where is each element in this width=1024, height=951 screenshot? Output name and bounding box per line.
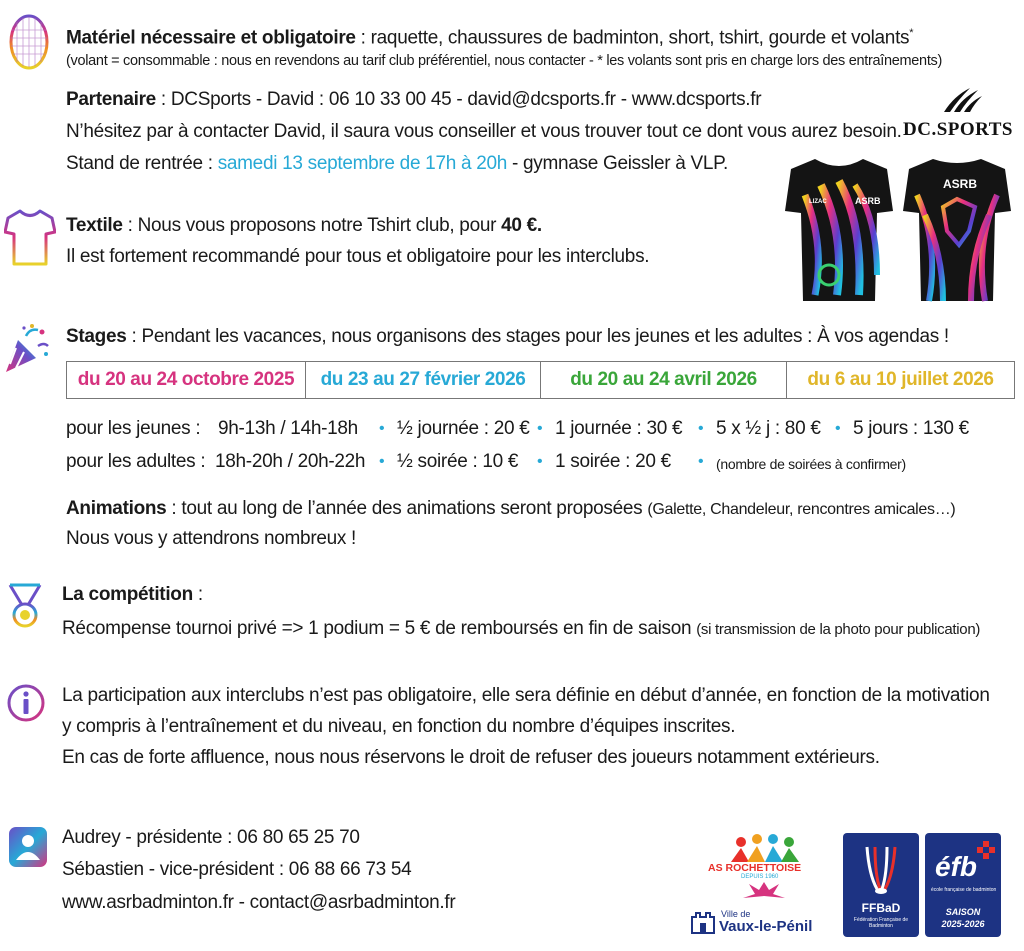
materiel-text: : raquette, chaussures de badminton, short, tshirt, gourde et volants [355, 27, 910, 49]
tshirt-icon [4, 208, 56, 268]
stand-date: samedi 13 septembre de 17h à 20h [217, 153, 508, 174]
adultes-item-evening: 1 soirée : 20 € [555, 451, 671, 472]
jeunes-label: pour les jeunes : [66, 418, 201, 439]
stand-line [66, 152, 728, 176]
jeunes-item-half-day: ½ journée : 20 € [397, 418, 530, 439]
ffbad-sub: Fédération Française de Badminton [853, 917, 909, 929]
ffbad-shuttle-icon [861, 845, 901, 895]
textile-title: Textile [66, 215, 123, 236]
materiel-star: * [909, 27, 914, 39]
jeunes-item-5-days: 5 jours : 130 € [853, 418, 969, 439]
adultes-hours: 18h-20h / 20h-22h [215, 451, 366, 472]
vaux-ville-de: Ville de [721, 909, 751, 919]
adultes-note: (nombre de soirées à confirmer) [716, 456, 906, 472]
bullet: • [698, 453, 704, 470]
contact-line-president: Audrey - présidente : 06 80 65 25 70 [62, 827, 360, 848]
bullet: • [537, 453, 543, 470]
vaux-le-penil-logo-mark [690, 909, 716, 935]
partenaire-line [66, 88, 761, 112]
period-october: du 20 au 24 octobre 2025 [67, 362, 306, 398]
materiel-note: (volant = consommable : nous en revendons au tarif club préférentiel, nous contacter - * les volants sont pris en charge lors des entraînements) [66, 53, 943, 69]
info-icon [6, 683, 46, 723]
competition-line [62, 583, 203, 607]
animations-small: (Galette, Chandeleur, rencontres amicales…) [647, 501, 956, 518]
partenaire-text: : DCSports - David : 06 10 33 00 45 - david@dcsports.fr - www.dcsports.fr [155, 89, 762, 110]
dcsports-logo-mark [940, 86, 982, 114]
partenaire-advice: N’hésitez par à contacter David, il saura vous conseiller et vous trouver tout ce dont vous aurez besoin. [66, 121, 902, 142]
competition-text: Récompense tournoi privé => 1 podium = 5 € de remboursés en fin de saison [62, 618, 697, 639]
vaux-le-penil-name: Vaux-le-Pénil [719, 918, 813, 935]
dcsports-logo-text: DC.SPORTS [903, 119, 1013, 140]
info-line-3: En cas de forte affluence, nous nous réservons le droit de refuser des joueurs notamment extérieurs. [62, 747, 880, 768]
info-line-2: y compris à l’entraînement et du niveau, en fonction du nombre d’équipes inscrites. [62, 716, 736, 737]
tshirt-back-label: ASRB [943, 177, 978, 191]
efb-saison-years: 2025-2026 [941, 919, 985, 929]
stages-line [66, 325, 949, 349]
textile-recommendation: Il est fortement recommandé pour tous et obligatoire pour les interclubs. [66, 246, 650, 267]
bullet: • [698, 420, 704, 437]
as-rochettoise-logo-mark [727, 834, 803, 864]
period-february: du 23 au 27 février 2026 [306, 362, 541, 398]
stages-periods-table [66, 361, 1015, 399]
animations-line [66, 497, 955, 522]
efb-logo [925, 833, 1001, 937]
medal-icon [8, 583, 42, 631]
contact-person-icon [8, 826, 48, 868]
efb-name: éfb [935, 851, 977, 882]
stand-label: Stand de rentrée : [66, 153, 218, 174]
tshirt-back-image [903, 155, 1011, 303]
bullet: • [379, 420, 385, 437]
bullet: • [537, 420, 543, 437]
adultes-item-half-evening: ½ soirée : 10 € [397, 451, 519, 472]
textile-line [66, 214, 542, 238]
contact-line-web: www.asrbadminton.fr - contact@asrbadminton.fr [62, 892, 456, 913]
info-line-1: La participation aux interclubs n’est pas obligatoire, elle sera définie en début d’année, en fonction de la motivation [62, 685, 990, 706]
jeunes-item-5-half-days: 5 x ½ j : 80 € [716, 418, 821, 439]
stages-text: : Pendant les vacances, nous organisons des stages pour les jeunes et les adultes : À vos agendas ! [126, 326, 949, 347]
efb-sub: école française de badminton [931, 887, 997, 893]
tshirt-front-image [785, 155, 893, 303]
badminton-racket-icon [7, 14, 51, 138]
bullet: • [379, 453, 385, 470]
bullet: • [835, 420, 841, 437]
animations-title: Animations [66, 498, 167, 519]
period-april: du 20 au 24 avril 2026 [541, 362, 787, 398]
materiel-title: Matériel nécessaire et obligatoire [66, 27, 356, 49]
efb-squares-icon [977, 841, 995, 859]
competition-colon: : [192, 584, 203, 605]
jeunes-hours: 9h-13h / 14h-18h [218, 418, 358, 439]
textile-text: : Nous vous proposons notre Tshirt club, pour [122, 215, 502, 236]
stand-place: - gymnase Geissler à VLP. [507, 153, 729, 174]
efb-saison: SAISON [945, 907, 981, 917]
as-rochettoise-star-icon [735, 880, 793, 902]
party-popper-icon [4, 324, 50, 374]
tshirt-front-brand: LIZAC [809, 199, 827, 205]
competition-small: (si transmission de la photo pour publication) [696, 621, 981, 638]
competition-title: La compétition [62, 584, 193, 605]
ffbad-logo [843, 833, 919, 937]
partenaire-title: Partenaire [66, 89, 156, 110]
period-july: du 6 au 10 juillet 2026 [807, 369, 994, 390]
animations-text: : tout au long de l’année des animations seront proposées [166, 498, 648, 519]
materiel-line [66, 21, 913, 50]
as-rochettoise-name: AS ROCHETTOISE [708, 862, 802, 874]
competition-text-line [62, 617, 980, 642]
jeunes-item-day: 1 journée : 30 € [555, 418, 683, 439]
contact-line-vice-president: Sébastien - vice-président : 06 88 66 73 54 [62, 859, 412, 880]
stages-title: Stages [66, 326, 127, 347]
animations-line2: Nous vous y attendrons nombreux ! [66, 528, 357, 549]
ffbad-name: FFBaD [861, 901, 901, 915]
as-rochettoise-since: DEPUIS 1960 [741, 874, 779, 880]
adultes-label: pour les adultes : [66, 451, 206, 472]
tshirt-front-label: ASRB [855, 196, 881, 206]
textile-price: 40 €. [501, 215, 542, 236]
